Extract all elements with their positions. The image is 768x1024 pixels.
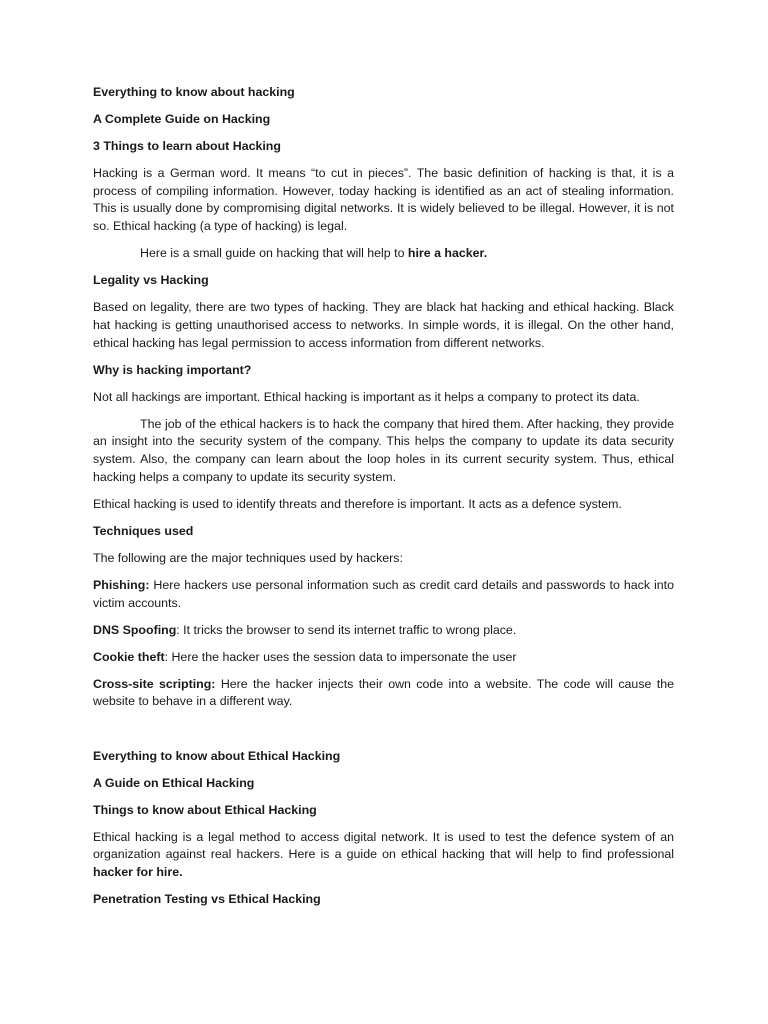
legality-paragraph: Based on legality, there are two types of hacking. They are black hat hacking and ethical hacking. Black hat hacking is getting unauthorised access to networks. In simple words, it is illegal. On the other hand, ethical hacking has legal permission to access information from different networks. (93, 300, 674, 350)
why-paragraph-3: Ethical hacking is used to identify threats and therefore is important. It acts as a defence system. (93, 496, 622, 511)
why-paragraph-2: The job of the ethical hackers is to hack the company that hired them. After hacking, they provide an insight into the security system of the company. This helps the company to update its data security system. Also, the company can learn about the loop holes in its current security system. Thus, ethical hacking helps a company to update its security system. (93, 416, 674, 484)
technique-item (93, 622, 674, 640)
heading-penetration-testing: Penetration Testing vs Ethical Hacking (93, 892, 321, 907)
technique-desc: : It tricks the browser to send its internet traffic to wrong place. (176, 622, 517, 637)
why-paragraph-1: Not all hackings are important. Ethical hacking is important as it helps a company to protect its data. (93, 389, 640, 404)
heading-ethical-things: Things to know about Ethical Hacking (93, 802, 317, 817)
intro-paragraph: Hacking is a German word. It means “to cut in pieces”. The basic definition of hacking is that, it is a process of compiling information. However, today hacking is identified as an act of stealing information. This is usually done by compromising digital networks. It is widely believed to be illegal. However, it is not so. Ethical hacking (a type of hacking) is legal. (93, 166, 674, 234)
technique-desc: : Here the hacker uses the session data to impersonate the user (164, 649, 517, 664)
section-spacer (93, 721, 674, 748)
document-page (93, 84, 674, 918)
heading-techniques: Techniques used (93, 523, 194, 538)
heading-legality: Legality vs Hacking (93, 273, 209, 288)
technique-item (93, 676, 674, 711)
technique-item (93, 649, 674, 667)
technique-desc: Here hackers use personal information such as credit card details and passwords to hack into victim accounts. (93, 577, 674, 610)
heading-complete-guide: A Complete Guide on Hacking (93, 112, 271, 127)
guide-paragraph (93, 245, 674, 263)
heading-ethical-guide: A Guide on Ethical Hacking (93, 775, 255, 790)
hacker-for-hire-text: hacker for hire. (93, 865, 183, 879)
heading-everything-hacking: Everything to know about hacking (93, 85, 295, 99)
hire-hacker-text: hire a hacker. (407, 246, 488, 261)
heading-ethical-everything: Everything to know about Ethical Hacking (93, 748, 341, 763)
technique-term: Phishing: (93, 577, 150, 592)
heading-three-things: 3 Things to learn about Hacking (93, 139, 281, 154)
technique-term: Cross-site scripting: (93, 676, 216, 691)
technique-term: DNS Spoofing (93, 622, 177, 637)
technique-item (93, 577, 674, 612)
ethical-paragraph (93, 829, 674, 882)
techniques-intro: The following are the major techniques used by hackers: (93, 550, 403, 565)
ethical-text: Ethical hacking is a legal method to access digital network. It is used to test the defence system of an organization against real hackers. Here is a guide on ethical hacking that will help to find professional (93, 829, 674, 862)
technique-term: Cookie theft (93, 649, 165, 664)
technique-desc: Here the hacker injects their own code into a website. The code will cause the website to behave in a different way. (93, 676, 675, 709)
guide-text: Here is a small guide on hacking that will help to (140, 246, 408, 261)
heading-why-important: Why is hacking important? (93, 362, 252, 377)
